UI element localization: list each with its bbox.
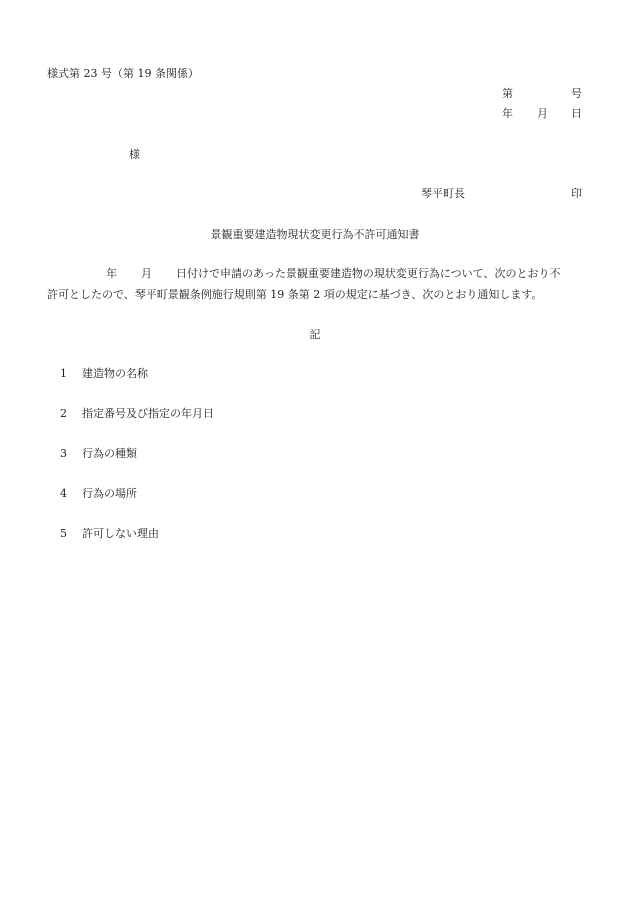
item-label: 許可しない理由 (82, 527, 159, 540)
seal-mark: 印 (571, 187, 582, 200)
sender-name: 琴平町長 (421, 187, 465, 200)
form-number: 様式第 23 号（第 19 条関係） (47, 67, 199, 80)
item-number: 3 (60, 447, 67, 460)
body-line-2: 許可としたので、琴平町景観条例施行規則第 19 条第 2 項の規定に基づき、次のとおり通知します。 (47, 288, 543, 301)
document-number-prefix: 第 (502, 87, 513, 100)
body-line-1 (106, 268, 560, 279)
list-item (60, 408, 214, 419)
item-number: 5 (60, 527, 67, 540)
list-item (60, 448, 137, 459)
item-number: 1 (60, 367, 67, 380)
body-line-1-text: 日付けで申請のあった景観重要建造物の現状変更行為について、次のとおり不 (176, 267, 561, 280)
document-number-suffix: 号 (571, 87, 582, 100)
list-item (60, 528, 159, 539)
ki-heading: 記 (309, 328, 321, 341)
item-label: 建造物の名称 (82, 367, 148, 380)
body-month-label: 月 (141, 267, 152, 280)
list-item (60, 488, 137, 499)
body-year-label: 年 (106, 267, 117, 280)
document-title: 景観重要建造物現状変更行為不許可通知書 (210, 228, 420, 241)
item-label: 行為の種類 (82, 447, 137, 460)
item-label: 指定番号及び指定の年月日 (82, 407, 214, 420)
addressee-honorific: 様 (129, 148, 140, 161)
item-number: 4 (60, 487, 67, 500)
item-number: 2 (60, 407, 67, 420)
date-month-label: 月 (537, 107, 548, 120)
date-year-label: 年 (502, 107, 513, 120)
list-item (60, 368, 148, 379)
item-label: 行為の場所 (82, 487, 137, 500)
date-day-label: 日 (571, 107, 582, 120)
